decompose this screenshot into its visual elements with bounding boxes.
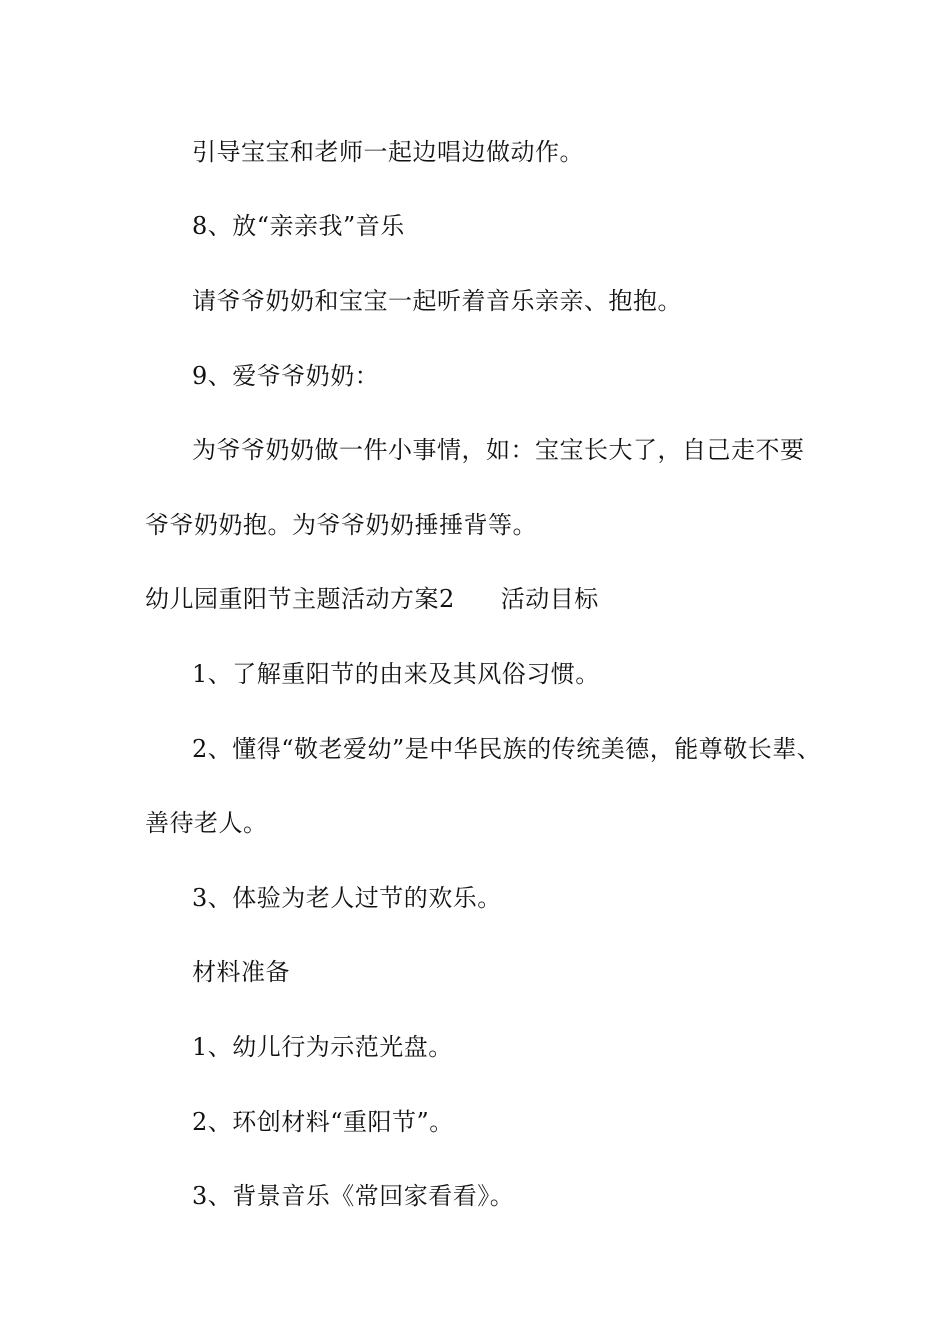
list-item: 3、背景音乐《常回家看看》。 (192, 1182, 515, 1210)
list-item: 1、幼儿行为示范光盘。 (192, 1033, 453, 1061)
paragraph-line: 请爷爷奶奶和宝宝一起听着音乐亲亲、抱抱。 (192, 287, 682, 315)
paragraph-line: 引导宝宝和老师一起边唱边做动作。 (192, 138, 584, 166)
section-title (145, 584, 599, 614)
step-heading: 8、放“亲亲我”音乐 (192, 212, 405, 240)
list-item: 2、懂得“敬老爱幼”是中华民族的传统美德，能尊敬长辈、 (192, 735, 822, 763)
paragraph-line: 为爷爷奶奶做一件小事情，如：宝宝长大了，自己走不要 (192, 436, 805, 464)
section-subheading: 材料准备 (192, 958, 290, 986)
list-item: 2、环创材料“重阳节”。 (192, 1108, 454, 1136)
step-heading: 9、爱爷爷奶奶： (192, 362, 380, 390)
paragraph-line: 善待老人。 (145, 809, 268, 837)
section-title-text: 幼儿园重阳节主题活动方案2 (145, 585, 455, 613)
section-subheading: 活动目标 (500, 585, 599, 613)
list-item: 3、体验为老人过节的欢乐。 (192, 884, 502, 912)
paragraph-line: 爷爷奶奶抱。为爷爷奶奶捶捶背等。 (145, 511, 537, 539)
list-item: 1、了解重阳节的由来及其风俗习惯。 (192, 660, 600, 688)
